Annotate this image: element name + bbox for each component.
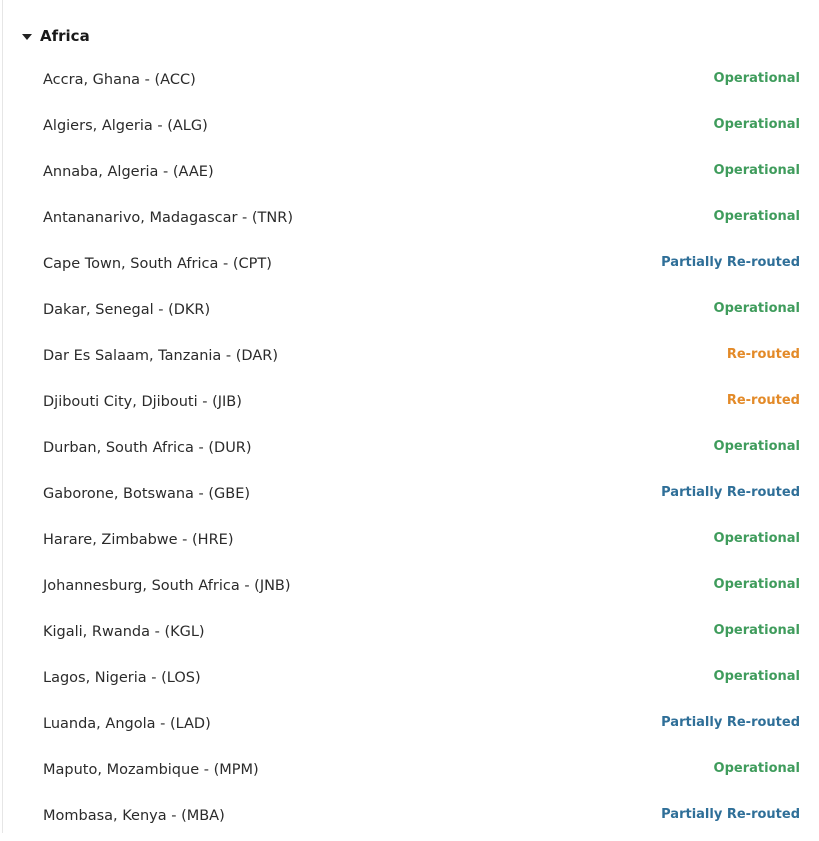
status-label: Operational — [713, 669, 800, 684]
location-row[interactable] — [0, 519, 819, 565]
status-label: Operational — [713, 71, 800, 86]
location-name: Gaborone, Botswana - (GBE) — [43, 486, 251, 502]
location-name: Annaba, Algeria - (AAE) — [43, 164, 214, 180]
status-label: Operational — [713, 761, 800, 776]
location-name: Cape Town, South Africa - (CPT) — [43, 256, 272, 272]
region-group-header[interactable] — [22, 24, 90, 48]
status-label: Operational — [713, 163, 800, 178]
location-row[interactable] — [0, 427, 819, 473]
location-row[interactable] — [0, 335, 819, 381]
status-label: Re-routed — [726, 393, 800, 408]
location-row[interactable] — [0, 151, 819, 197]
location-row[interactable] — [0, 197, 819, 243]
status-label: Partially Re-routed — [661, 715, 800, 730]
location-name: Dakar, Senegal - (DKR) — [43, 302, 211, 318]
location-row[interactable] — [0, 657, 819, 703]
location-row[interactable] — [0, 703, 819, 749]
location-name: Djibouti City, Djibouti - (JIB) — [43, 394, 242, 410]
location-name: Luanda, Angola - (LAD) — [43, 716, 211, 732]
location-row[interactable] — [0, 749, 819, 795]
location-name: Mombasa, Kenya - (MBA) — [43, 808, 225, 824]
caret-down-icon[interactable] — [22, 34, 32, 40]
location-row[interactable] — [0, 59, 819, 105]
status-label: Operational — [713, 209, 800, 224]
location-name: Harare, Zimbabwe - (HRE) — [43, 532, 234, 548]
status-label: Partially Re-routed — [661, 807, 800, 822]
location-name: Dar Es Salaam, Tanzania - (DAR) — [43, 348, 278, 364]
location-row[interactable] — [0, 611, 819, 657]
location-row[interactable] — [0, 105, 819, 151]
status-label: Partially Re-routed — [661, 255, 800, 270]
status-label: Re-routed — [726, 347, 800, 362]
status-label: Operational — [713, 301, 800, 316]
location-name: Accra, Ghana - (ACC) — [43, 72, 196, 88]
location-name: Maputo, Mozambique - (MPM) — [43, 762, 259, 778]
region-title: Africa — [40, 27, 90, 45]
status-label: Operational — [713, 531, 800, 546]
status-label: Operational — [713, 439, 800, 454]
status-label: Operational — [713, 117, 800, 132]
location-name: Johannesburg, South Africa - (JNB) — [43, 578, 291, 594]
location-row[interactable] — [0, 243, 819, 289]
location-row[interactable] — [0, 381, 819, 427]
location-name: Lagos, Nigeria - (LOS) — [43, 670, 201, 686]
location-row[interactable] — [0, 795, 819, 841]
location-row[interactable] — [0, 473, 819, 519]
status-label: Partially Re-routed — [661, 485, 800, 500]
location-list — [0, 59, 819, 841]
location-name: Durban, South Africa - (DUR) — [43, 440, 252, 456]
location-row[interactable] — [0, 565, 819, 611]
location-name: Algiers, Algeria - (ALG) — [43, 118, 208, 134]
status-label: Operational — [713, 577, 800, 592]
location-row[interactable] — [0, 289, 819, 335]
status-label: Operational — [713, 623, 800, 638]
location-name: Antananarivo, Madagascar - (TNR) — [43, 210, 293, 226]
location-name: Kigali, Rwanda - (KGL) — [43, 624, 205, 640]
